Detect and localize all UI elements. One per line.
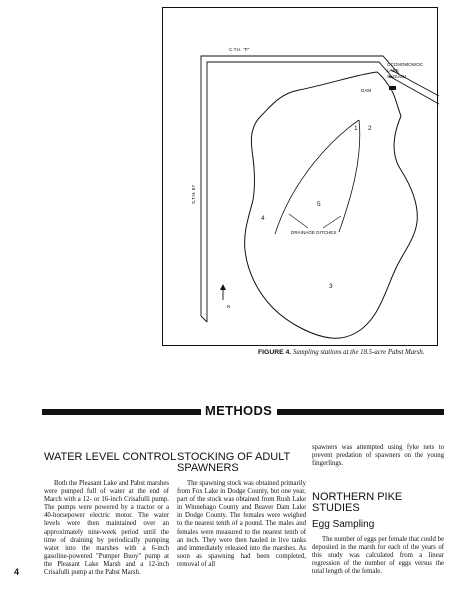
northern-pike-heading: NORTHERN PIKE STUDIES [312,491,403,514]
slough-label-3: SLOUGH [387,74,407,79]
marsh-map-drawing [163,8,439,347]
dam-marker [389,86,396,90]
road-outer-line [201,56,399,316]
slough-label-1: OCONOMOWOC [387,62,423,67]
north-label: N [227,304,231,309]
spawners-continuation-text: spawners was attempted using fyke nets to prevent predation of spawners on the young fingerlings. [312,444,444,468]
road-inner-line [207,62,393,322]
road-left-label: S.T.H. 67 [191,185,196,204]
stocking-heading-line2: SPAWNERS [177,462,239,474]
marsh-map [162,7,438,346]
marsh-outline [245,72,418,338]
station-2-label: 2 [368,125,372,132]
methods-rule-right [277,409,444,415]
egg-sampling-subheading: Egg Sampling [312,519,375,530]
spawners-continuation [312,444,444,468]
road-top-label: C.T.H. "P" [229,47,250,52]
drainage-ditch-east [339,120,360,232]
figure-caption [258,349,448,357]
station-3-label: 3 [329,283,333,290]
methods-rule-left [42,409,201,415]
stocking-paragraph: The spawning stock was obtained primarily from Fox Lake in Dodge County, but one year, part of the stock was obtained from Rush Lake in Winnebago County and Beaver Dam Lake in Dodge County. The females were weighed to the nearest tenth of a pound. The males and females were measured to the nearest tenth of an inch. They were then hauled in live tanks and immediately released into the marshes. As soon as spawning had been completed, removal of all [177,480,306,568]
water-level-text [44,480,169,577]
figure-caption-text: Sampling stations at the 18.5-acre Pabst Marsh. [292,349,425,356]
station-4-label: 4 [261,215,265,222]
water-level-paragraph: Both the Pleasant Lake and Pabst marshes were pumped full of water at the end of March with a 12- or 16-inch Crisafulli pump. The pumps were powered by a tractor or a 40-horsepower electric motor. The water levels were then maintained over an approximately nine-week period until the time of draining by periodically pumping water into the marshes with a 6-inch gasoline-powered "Pumper Buoy" pump at the Pleasant Lake Marsh and a 12-inch Crisafulli pump at the Pabst Marsh. [44,480,169,577]
ditches-label: DRAINAGE DITCHES [291,230,337,235]
water-level-heading: WATER LEVEL CONTROL [44,451,177,463]
stocking-heading-line1: STOCKING OF ADULT [177,451,291,463]
methods-heading: METHODS [205,403,273,418]
slough-label-2: LAKE [387,68,399,73]
page-number: 4 [14,567,20,577]
stocking-text [177,480,306,569]
station-5-label: 5 [317,201,321,208]
egg-sampling-text [312,536,444,576]
drainage-ditch-west [275,120,359,234]
dam-label: DAM [361,88,372,93]
egg-sampling-paragraph: The number of eggs per female that could be deposited in the marsh for each of the years of this study was calculated from a linear regression of the number of eggs versus the total length of the female. [312,536,444,576]
figure-label: FIGURE 4. [258,349,292,356]
station-1-label: 1 [354,125,358,132]
